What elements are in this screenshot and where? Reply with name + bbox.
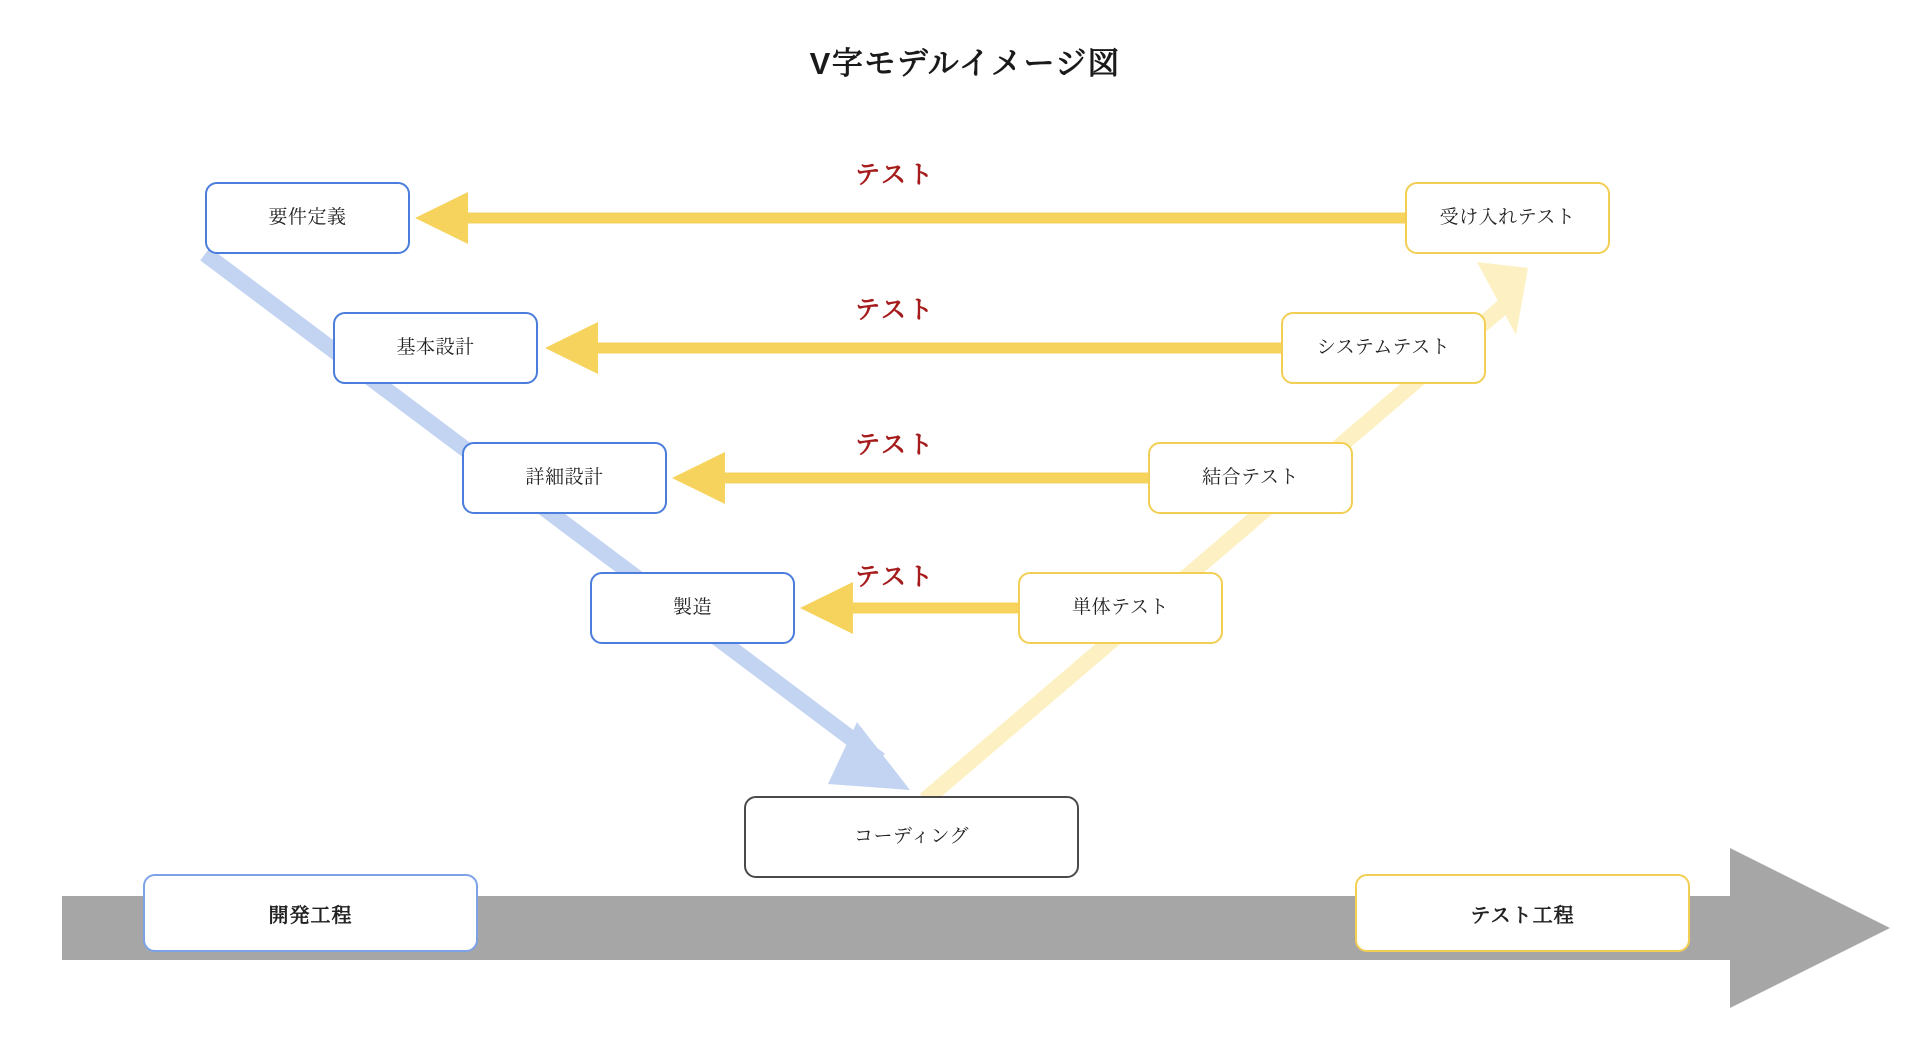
node-integration-test[interactable] [1148, 442, 1353, 514]
node-label: システムテスト [1316, 336, 1451, 358]
node-acceptance-test[interactable] [1405, 182, 1610, 254]
node-coding[interactable] [744, 796, 1079, 878]
page-title: V字モデルイメージ図 [809, 46, 1121, 81]
test-caption-unit: テスト [855, 563, 936, 591]
test-caption-system: テスト [855, 296, 936, 324]
node-label: 結合テスト [1202, 466, 1299, 488]
phase-label-testing[interactable] [1355, 874, 1690, 952]
test-arrow-acceptance [415, 192, 1405, 244]
node-requirements-definition[interactable] [205, 182, 410, 254]
test-arrow-system [545, 322, 1281, 374]
phase-label-development[interactable] [143, 874, 478, 952]
phase-label-text: テスト工程 [1470, 904, 1575, 927]
node-label: 要件定義 [268, 206, 347, 228]
node-system-test[interactable] [1281, 312, 1486, 384]
test-caption-integration: テスト [855, 431, 936, 459]
test-caption-acceptance: テスト [855, 161, 936, 189]
node-detailed-design[interactable] [462, 442, 667, 514]
node-label: コーディング [853, 825, 970, 847]
phase-label-text: 開発工程 [268, 904, 353, 927]
node-label: 詳細設計 [525, 466, 604, 488]
node-label: 基本設計 [396, 336, 475, 358]
node-label: 受け入れテスト [1439, 206, 1576, 228]
node-basic-design[interactable] [333, 312, 538, 384]
node-label: 単体テスト [1072, 596, 1169, 618]
node-manufacturing[interactable] [590, 572, 795, 644]
node-unit-test[interactable] [1018, 572, 1223, 644]
node-label: 製造 [672, 596, 712, 618]
development-flow-arrow [205, 254, 910, 790]
